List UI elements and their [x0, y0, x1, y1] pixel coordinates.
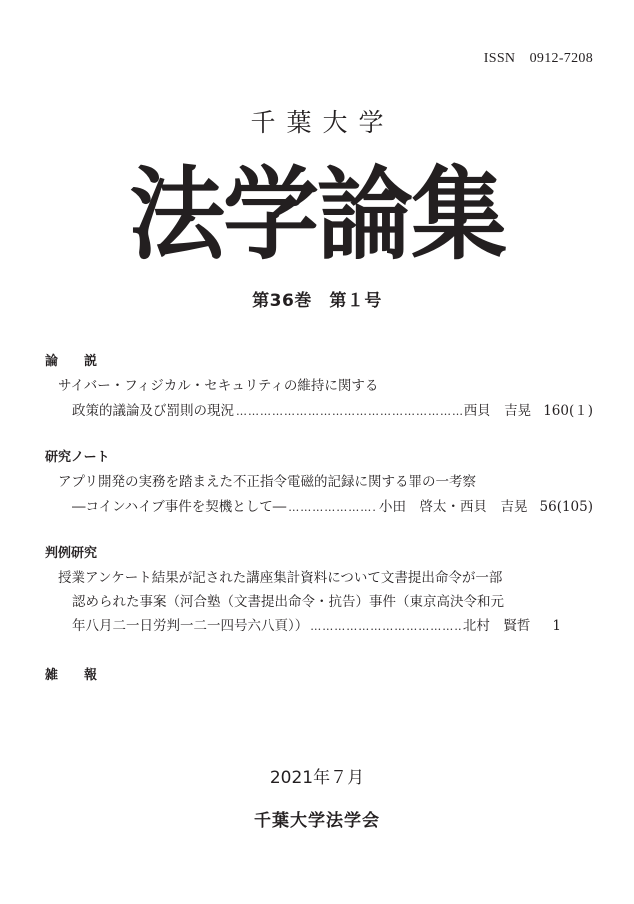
leader-dots — [236, 405, 462, 418]
section-heading-kenkyu-note: 研究ノート — [45, 450, 110, 465]
article-title-line: ―コインハイブ事件を契機として― — [72, 499, 287, 515]
article-title-line: アプリ開発の実務を踏まえた不正指令電磁的記録に関する罪の一考察 — [58, 474, 476, 490]
issn-number: ISSN 0912-7208 — [483, 51, 593, 66]
article-author: 小田 啓太・西貝 吉晃 — [379, 499, 528, 515]
article-title-line: 政策的議論及び罰則の現況 — [72, 403, 234, 419]
article-page: 1 — [552, 618, 561, 634]
toc-entry — [72, 495, 593, 515]
section-heading-ronsetsu: 論 説 — [45, 354, 98, 369]
article-author: 北村 賢哲 — [462, 618, 531, 634]
toc-entry — [72, 399, 593, 419]
journal-title: 法学論集 — [129, 156, 505, 274]
publication-date: 2021年７月 — [269, 768, 365, 788]
leader-dots — [288, 501, 377, 514]
leader-dots — [310, 620, 461, 633]
article-title-line: サイバー・フィジカル・セキュリティの維持に関する — [58, 378, 379, 394]
article-author: 西貝 吉晃 — [463, 403, 532, 419]
university-name: 千葉大学 — [250, 108, 395, 137]
section-heading-hanrei-kenkyu: 判例研究 — [45, 546, 98, 561]
section-heading-zappo: 雑 報 — [45, 668, 98, 683]
publisher-name: 千葉大学法学会 — [254, 811, 380, 831]
volume-issue: 第36巻 第１号 — [252, 291, 382, 311]
article-title-line: 認められた事案（河合塾（文書提出命令・抗告）事件（東京高決令和元 — [72, 594, 504, 610]
article-page: 56(105) — [539, 499, 593, 515]
article-page: 160(１) — [543, 403, 593, 419]
article-title-line: 授業アンケート結果が記された講座集計資料について文書提出命令が一部 — [58, 570, 503, 586]
article-title-line: 年八月二一日労判一二一四号六八頁）） — [72, 618, 309, 634]
toc-entry — [72, 614, 561, 634]
